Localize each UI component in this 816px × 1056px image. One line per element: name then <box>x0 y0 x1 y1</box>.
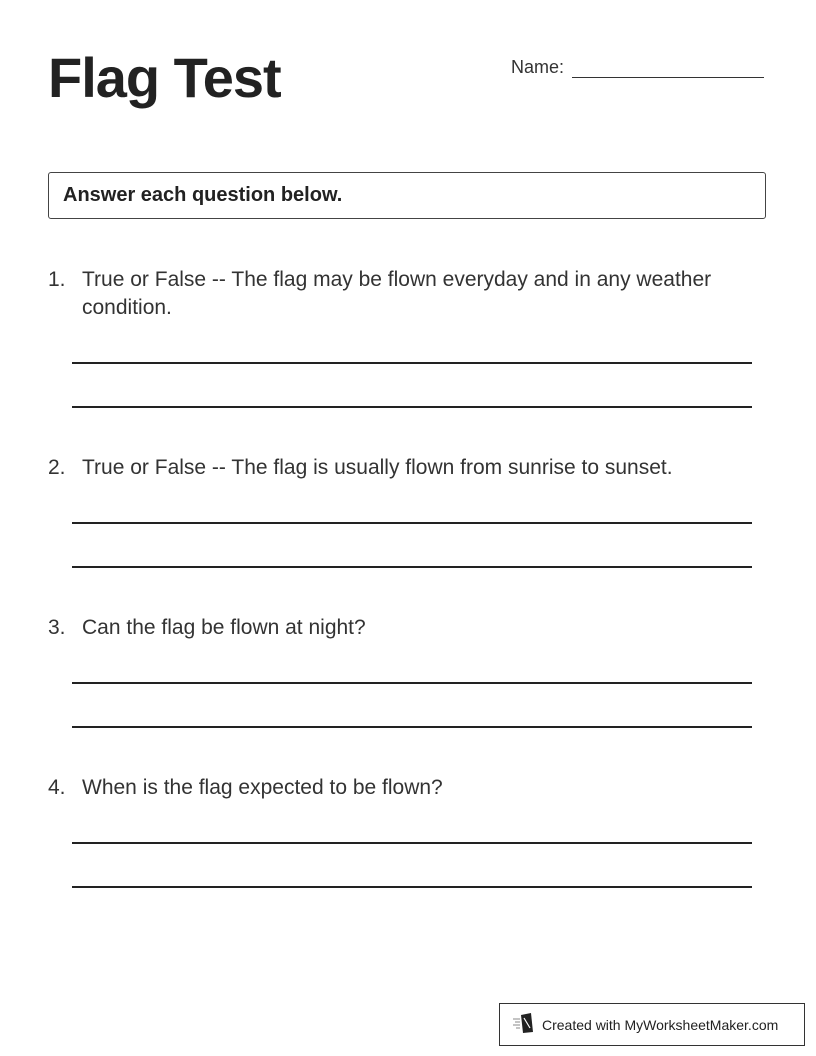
footer-credit[interactable] <box>499 1003 805 1046</box>
question-number: 4. <box>48 776 66 799</box>
answer-line[interactable] <box>72 406 752 408</box>
question-number: 3. <box>48 616 66 639</box>
instructions-box: Answer each question below. <box>48 172 766 219</box>
name-label: Name: <box>511 57 565 77</box>
question-2 <box>48 454 778 482</box>
page-title: Flag Test <box>48 46 281 109</box>
name-field <box>511 53 764 78</box>
answer-line[interactable] <box>72 522 752 524</box>
question-text: True or False -- The flag is usually flown from sunrise to sunset. <box>82 456 673 479</box>
footer-text: Created with MyWorksheetMaker.com <box>542 1016 779 1033</box>
answer-line[interactable] <box>72 886 752 888</box>
question-text: Can the flag be flown at night? <box>82 616 366 639</box>
name-line[interactable] <box>572 53 764 78</box>
question-text: When is the flag expected to be flown? <box>82 776 443 799</box>
question-number: 1. <box>48 268 66 291</box>
answer-line[interactable] <box>72 682 752 684</box>
answer-line[interactable] <box>72 362 752 364</box>
answer-line[interactable] <box>72 842 752 844</box>
question-1 <box>48 266 778 322</box>
worksheet-logo-icon <box>512 1012 542 1037</box>
question-3 <box>48 614 778 642</box>
question-number: 2. <box>48 456 66 479</box>
answer-line[interactable] <box>72 726 752 728</box>
answer-line[interactable] <box>72 566 752 568</box>
question-text: True or False -- The flag may be flown everyday and in any weather condition. <box>82 268 712 319</box>
question-4 <box>48 774 778 802</box>
